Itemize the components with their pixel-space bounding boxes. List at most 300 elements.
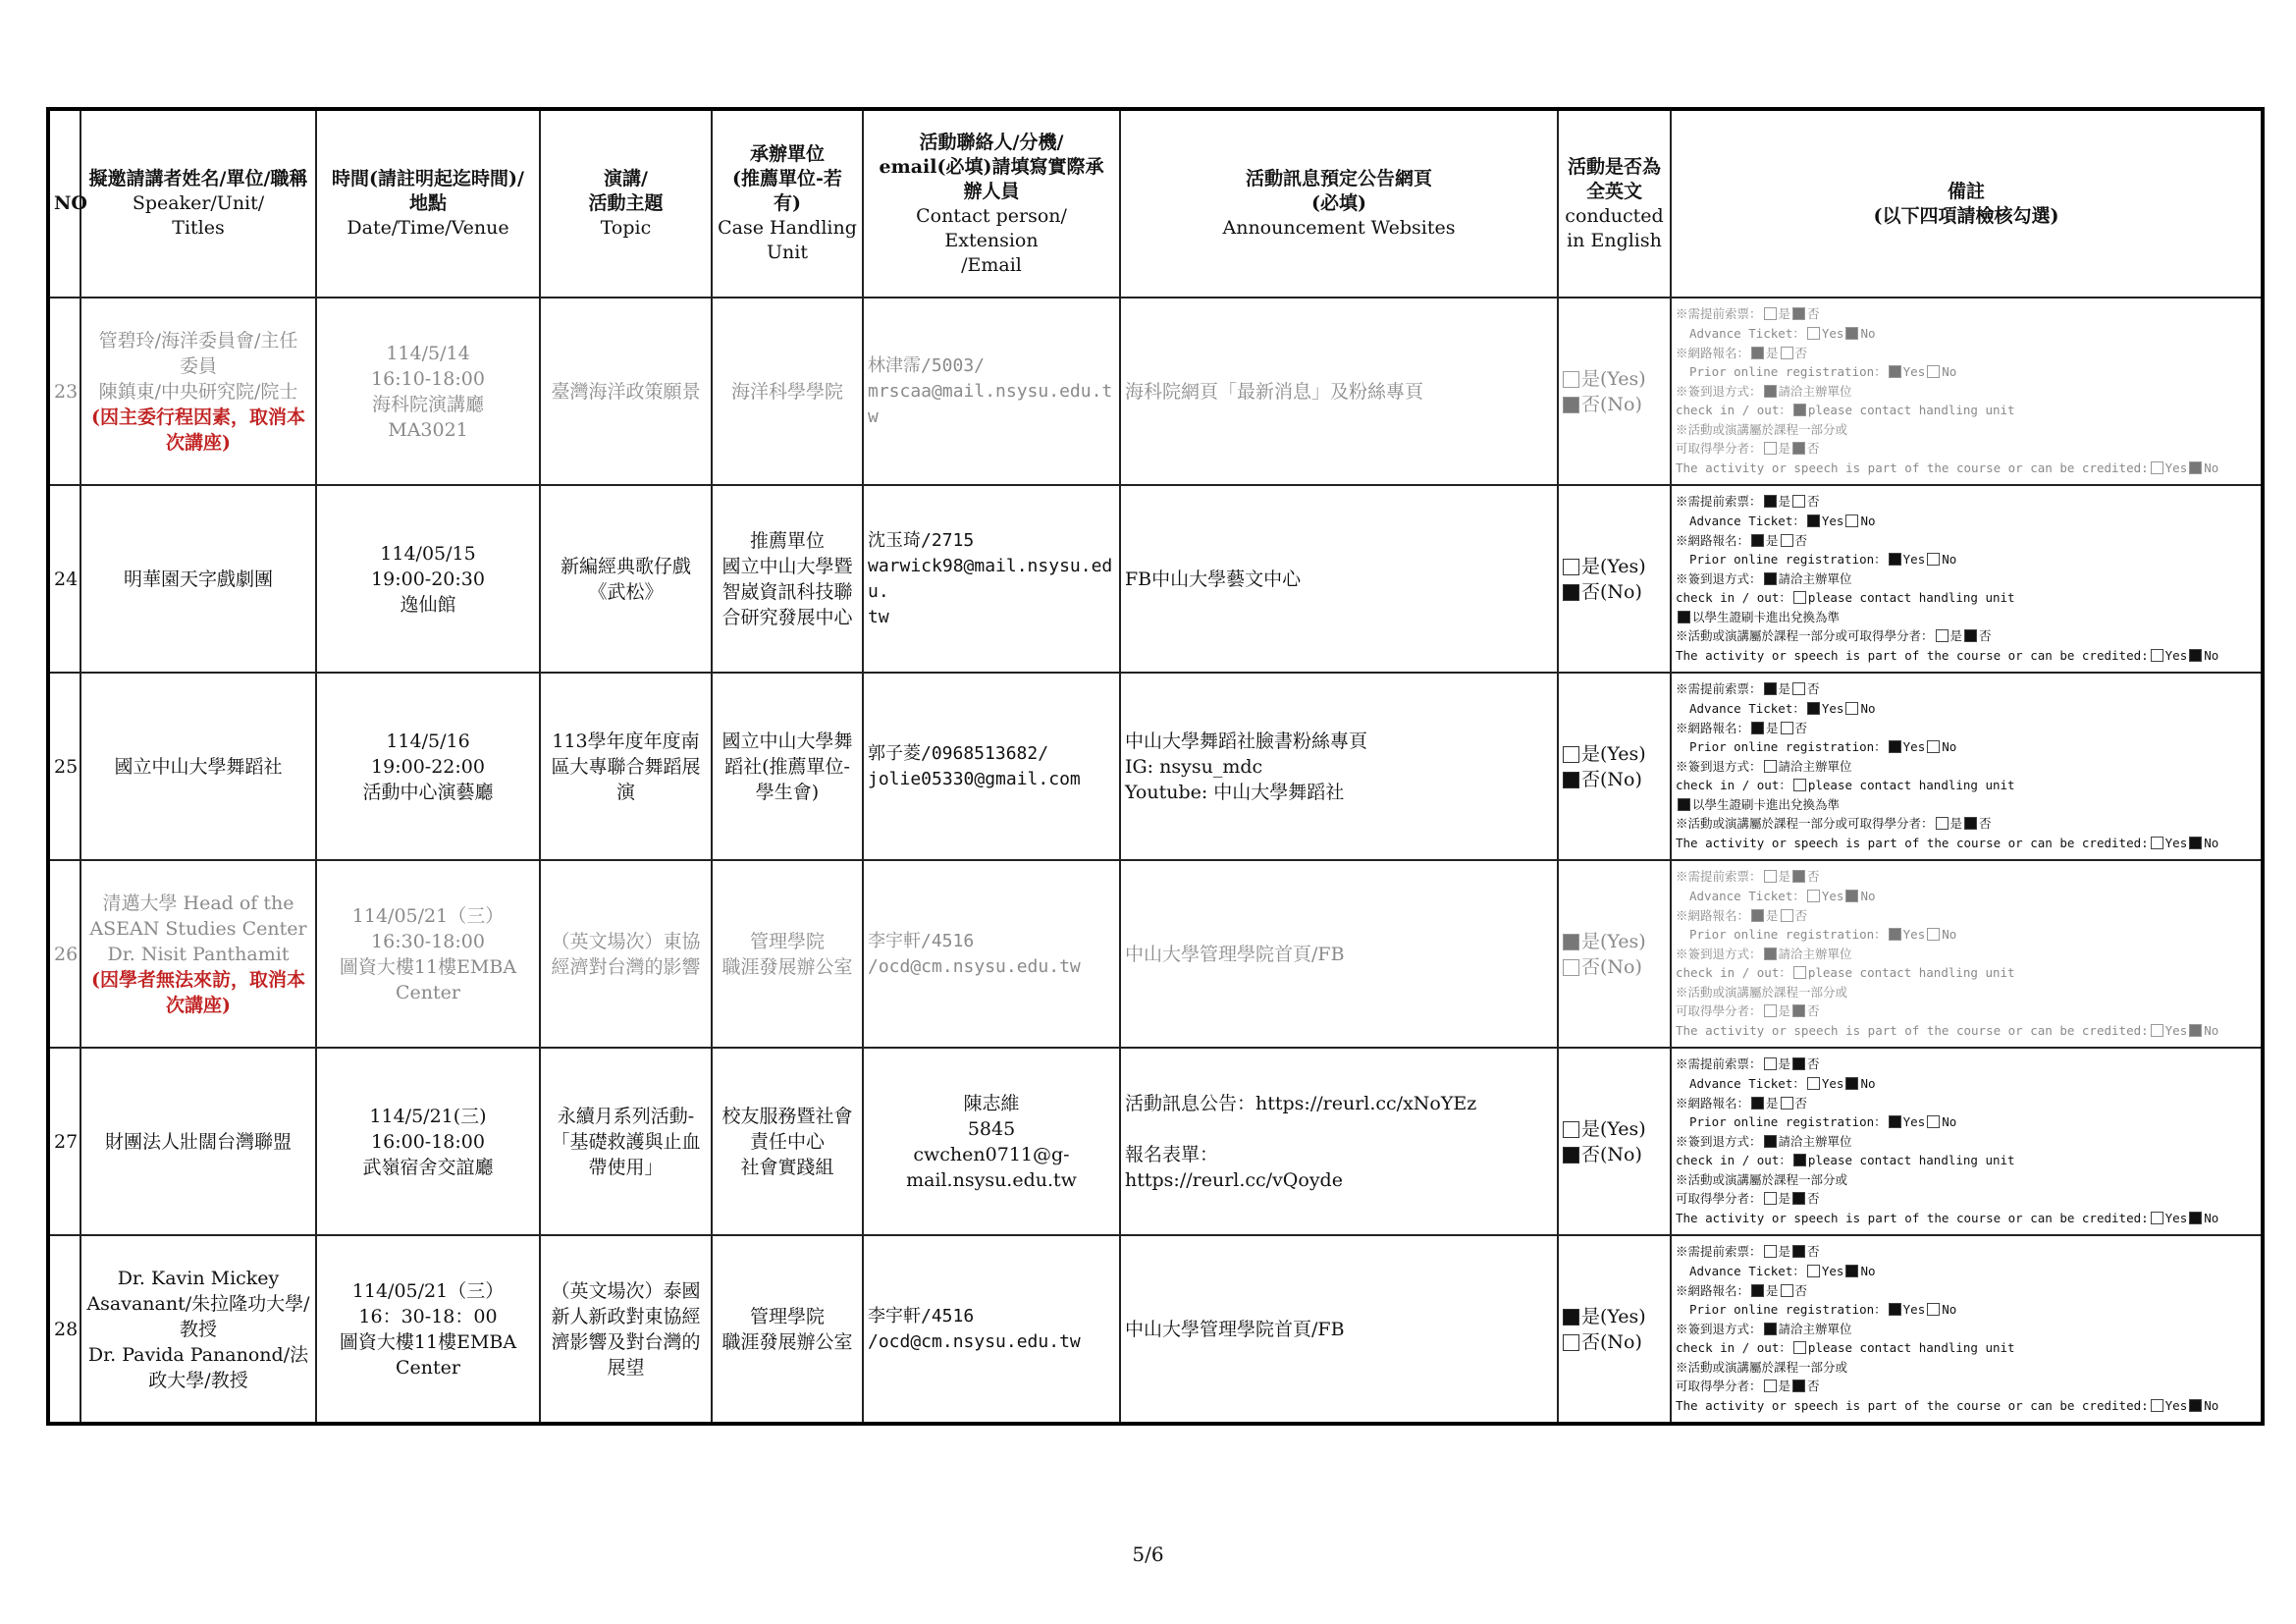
english-no-checkbox[interactable] (1563, 397, 1579, 413)
english-yes-checkbox[interactable] (1563, 1309, 1579, 1326)
note-checkbox[interactable] (1792, 1192, 1805, 1205)
unit-line: 學生會) (755, 781, 820, 803)
contact-line: 5845 (967, 1117, 1016, 1140)
unit-line: 海洋科學學院 (730, 380, 843, 403)
note-line (1676, 439, 2257, 459)
note-option-label: 是 (1949, 628, 1963, 644)
english-yes-checkbox[interactable] (1563, 934, 1579, 950)
topic-line: 新人新政對東協經 (551, 1305, 701, 1327)
note-checkbox[interactable] (1764, 1245, 1777, 1258)
note-line (1676, 1396, 2257, 1416)
note-checkbox[interactable] (1792, 682, 1805, 695)
note-checkbox[interactable] (2151, 1024, 2163, 1037)
row-number: 25 (48, 673, 80, 860)
contact-line: warwick98@mail.nsysu.edu. (868, 555, 1113, 602)
note-checkbox[interactable] (1927, 365, 1940, 378)
note-checkbox[interactable] (1845, 327, 1858, 340)
note-checkbox[interactable] (1751, 909, 1764, 922)
note-option-label: No (1860, 513, 1876, 528)
note-line (1676, 1132, 2257, 1152)
note-checkbox[interactable] (1936, 629, 1949, 642)
note-line (1676, 867, 2257, 887)
date-cell (316, 1048, 540, 1235)
note-cell (1671, 1235, 2263, 1424)
web-cell (1120, 298, 1558, 485)
topic-cell (540, 298, 712, 485)
table-row (48, 673, 2263, 860)
note-option-label: 是 (1778, 1379, 1791, 1394)
note-checkbox[interactable] (1889, 553, 1901, 566)
note-checkbox[interactable] (1845, 702, 1858, 715)
note-checkbox[interactable] (1751, 1097, 1764, 1110)
note-checkbox[interactable] (2189, 837, 2202, 849)
date-line: 114/05/21（三） (351, 904, 505, 927)
note-checkbox[interactable] (1764, 1057, 1777, 1070)
note-checkbox[interactable] (1793, 591, 1806, 604)
topic-cell (540, 673, 712, 860)
note-checkbox[interactable] (1964, 817, 1977, 830)
note-line (1676, 906, 2257, 926)
note-option-label: 否 (1794, 720, 1808, 735)
english-no-checkbox[interactable] (1563, 1147, 1579, 1164)
topic-line: 《武松》 (588, 580, 664, 603)
date-cell (316, 673, 540, 860)
note-option-label: 是 (1778, 1003, 1791, 1019)
note-line (1676, 588, 2257, 608)
note-checkbox[interactable] (1751, 722, 1764, 734)
note-checkbox[interactable] (2151, 461, 2163, 474)
note-text: ※需提前索票： (1676, 681, 1762, 697)
note-checkbox[interactable] (1751, 347, 1764, 359)
note-option-label: No (1860, 325, 1876, 341)
note-checkbox[interactable] (2189, 461, 2202, 474)
note-checkbox[interactable] (2189, 1212, 2202, 1224)
note-checkbox[interactable] (1781, 1284, 1793, 1297)
speaker-cell (80, 1048, 316, 1235)
note-option-label: No (1942, 552, 1957, 568)
unit-line: 國立中山大學舞 (721, 730, 853, 752)
note-option-label: Yes (1821, 325, 1844, 341)
note-text: Prior online registration： (1689, 1114, 1887, 1130)
note-checkbox[interactable] (1964, 629, 1977, 642)
note-line (1676, 1021, 2257, 1041)
web-cell (1120, 860, 1558, 1048)
note-text: Prior online registration： (1689, 739, 1887, 755)
note-checkbox[interactable] (1807, 514, 1820, 527)
note-checkbox[interactable] (1764, 442, 1777, 455)
contact-line: mail.nsysu.edu.tw (906, 1168, 1077, 1191)
note-checkbox[interactable] (1764, 1004, 1777, 1017)
english-no-checkbox[interactable] (1563, 959, 1579, 976)
note-option-label: 否 (1807, 1191, 1820, 1207)
note-checkbox[interactable] (1927, 553, 1940, 566)
note-checkbox[interactable] (2151, 649, 2163, 662)
unit-cell (712, 860, 863, 1048)
note-checkbox[interactable] (1792, 1004, 1805, 1017)
note-line (1676, 608, 2257, 627)
date-line: 16:30-18:00 (371, 930, 485, 952)
note-text: Advance Ticket： (1689, 888, 1805, 903)
note-line (1676, 1320, 2257, 1339)
speaker-line: 政大學/教授 (148, 1369, 248, 1391)
page-number: 5/6 (1132, 1543, 1164, 1566)
note-option-label: Yes (1902, 1114, 1926, 1130)
contact-line: mrscaa@mail.nsysu.edu.tw (868, 380, 1113, 427)
note-option-label: please contact handling unit (1807, 403, 2015, 418)
note-text: ※簽到退方式： (1676, 1133, 1762, 1149)
header-unit: 承辦單位 (推薦單位-若 有) Case Handling Unit (712, 109, 863, 298)
note-text: Advance Ticket： (1689, 1263, 1805, 1278)
english-no-checkbox[interactable] (1563, 1334, 1579, 1351)
note-text: Advance Ticket： (1689, 513, 1805, 528)
note-checkbox[interactable] (1793, 966, 1806, 979)
note-option-label: 以學生證刷卡進出兌換為準 (1692, 796, 1841, 812)
note-checkbox[interactable] (1781, 909, 1793, 922)
note-checkbox[interactable] (1889, 1115, 1901, 1128)
note-checkbox[interactable] (1764, 947, 1777, 960)
note-line (1676, 1377, 2257, 1396)
table-row (48, 1048, 2263, 1235)
speaker-line: 管碧玲/海洋委員會/主任 (98, 329, 298, 352)
note-option-label: 否 (1794, 532, 1808, 548)
topic-cell (540, 860, 712, 1048)
note-option-label: 否 (1979, 628, 1992, 644)
note-line (1676, 983, 2257, 1002)
note-checkbox[interactable] (1845, 1265, 1858, 1277)
note-option-label: Yes (2164, 648, 2188, 664)
table-row (48, 1235, 2263, 1424)
note-checkbox[interactable] (1751, 1284, 1764, 1297)
note-text: 可取得學分者： (1676, 441, 1762, 457)
web-line: https://reurl.cc/vQoyde (1125, 1168, 1343, 1191)
note-line (1676, 1112, 2257, 1132)
note-checkbox[interactable] (1927, 1303, 1940, 1316)
note-checkbox[interactable] (1781, 534, 1793, 547)
note-checkbox[interactable] (1764, 870, 1777, 883)
unit-cell (712, 298, 863, 485)
header-no: NO (48, 109, 80, 298)
note-option-label: 以學生證刷卡進出兌換為準 (1692, 609, 1841, 624)
note-text: ※網路報名： (1676, 907, 1750, 923)
note-checkbox[interactable] (1927, 740, 1940, 753)
date-line: 16:10-18:00 (371, 367, 485, 390)
note-option-label: please contact handling unit (1807, 778, 2015, 793)
note-text: The activity or speech is part of the course or can be credited: (1676, 1023, 2149, 1039)
note-checkbox[interactable] (1764, 682, 1777, 695)
note-option-label: 是 (1766, 907, 1779, 923)
note-line (1676, 1358, 2257, 1378)
topic-line: 展望 (607, 1356, 645, 1379)
unit-cell (712, 1235, 863, 1424)
english-cell (1558, 298, 1671, 485)
note-option-label: Yes (2164, 1398, 2188, 1414)
note-checkbox[interactable] (1927, 1115, 1940, 1128)
note-option-label: 請洽主辦單位 (1778, 758, 1852, 774)
note-option-label: 是 (1778, 1191, 1791, 1207)
header-english: 活動是否為 全英文 conducted in English (1558, 109, 1671, 298)
contact-cell (863, 298, 1120, 485)
note-checkbox[interactable] (1845, 890, 1858, 902)
english-yes-checkbox[interactable] (1563, 371, 1579, 388)
english-yes-checkbox[interactable] (1563, 746, 1579, 763)
english-no-checkbox[interactable] (1563, 772, 1579, 788)
english-no-label: 否(No) (1581, 955, 1642, 978)
note-checkbox[interactable] (1793, 1341, 1806, 1354)
note-option-label: 否 (1794, 1282, 1808, 1298)
note-checkbox[interactable] (1764, 1323, 1777, 1335)
note-text: The activity or speech is part of the course or can be credited: (1676, 836, 2149, 851)
speaker-cell (80, 298, 316, 485)
note-checkbox[interactable] (1889, 928, 1901, 941)
row-number: 28 (48, 1235, 80, 1424)
note-line (1676, 1074, 2257, 1094)
note-checkbox[interactable] (1764, 385, 1777, 398)
note-line (1676, 531, 2257, 551)
note-line (1676, 719, 2257, 738)
note-option-label: No (2204, 836, 2219, 851)
web-cell (1120, 1235, 1558, 1424)
note-checkbox[interactable] (1781, 347, 1793, 359)
contact-line: jolie05330@gmail.com (868, 768, 1081, 789)
note-option-label: 是 (1949, 816, 1963, 832)
note-checkbox[interactable] (1793, 404, 1806, 416)
note-checkbox[interactable] (1807, 1265, 1820, 1277)
contact-line: 郭子菱/0968513682/ (868, 742, 1049, 764)
note-checkbox[interactable] (1781, 722, 1793, 734)
note-checkbox[interactable] (1792, 870, 1805, 883)
topic-line: 演 (615, 781, 635, 803)
note-option-label: 是 (1766, 532, 1779, 548)
web-cell (1120, 485, 1558, 673)
note-checkbox[interactable] (1792, 307, 1805, 320)
note-checkbox[interactable] (1845, 514, 1858, 527)
note-line (1676, 304, 2257, 324)
web-line: FB中山大學藝文中心 (1125, 568, 1302, 590)
web-line: IG: nsysu_mdc (1125, 755, 1263, 778)
note-option-label: Yes (1902, 927, 1926, 943)
note-checkbox[interactable] (1764, 572, 1777, 585)
note-option-label: 是 (1778, 494, 1791, 510)
cancel-note: (因主委行程因素，取消本次講座) (91, 406, 305, 454)
english-cell (1558, 1048, 1671, 1235)
note-line (1676, 550, 2257, 569)
note-option-label: No (1942, 1302, 1957, 1318)
note-checkbox[interactable] (1781, 1097, 1793, 1110)
note-checkbox[interactable] (1889, 740, 1901, 753)
note-checkbox[interactable] (1793, 1154, 1806, 1166)
header-date: 時間(請註明起迄時間)/ 地點 Date/Time/Venue (316, 109, 540, 298)
note-line (1676, 1242, 2257, 1262)
english-no-label: 否(No) (1581, 768, 1642, 790)
contact-line: 陳志維 (963, 1092, 1020, 1114)
note-option-label: No (1942, 739, 1957, 755)
english-no-label: 否(No) (1581, 1143, 1642, 1165)
note-text: Prior online registration： (1689, 927, 1887, 943)
note-checkbox[interactable] (1807, 890, 1820, 902)
date-line: 114/5/14 (386, 342, 470, 364)
note-checkbox[interactable] (1764, 1192, 1777, 1205)
topic-line: 新編經典歌仔戲 (560, 555, 691, 577)
note-text: ※需提前索票： (1676, 1244, 1762, 1260)
english-yes-checkbox[interactable] (1563, 559, 1579, 575)
note-line (1676, 646, 2257, 666)
english-cell (1558, 485, 1671, 673)
topic-cell (540, 485, 712, 673)
note-option-label: Yes (2164, 836, 2188, 851)
note-checkbox[interactable] (1807, 702, 1820, 715)
note-checkbox[interactable] (1764, 307, 1777, 320)
note-text: ※網路報名： (1676, 1095, 1750, 1110)
note-option-label: Yes (1821, 513, 1844, 528)
english-yes-label: 是(Yes) (1581, 742, 1646, 765)
header-row (48, 109, 2263, 298)
note-checkbox[interactable] (1678, 611, 1690, 623)
note-option-label: 請洽主辦單位 (1778, 1133, 1852, 1149)
web-line: 海科院網頁「最新消息」及粉絲專頁 (1125, 380, 1424, 403)
note-checkbox[interactable] (1751, 534, 1764, 547)
note-option-label: please contact handling unit (1807, 1153, 2015, 1168)
table-row (48, 485, 2263, 673)
note-option-label: Yes (1902, 552, 1926, 568)
unit-cell (712, 485, 863, 673)
note-option-label: No (2204, 1023, 2219, 1039)
note-option-label: 否 (1807, 1379, 1820, 1394)
english-no-checkbox[interactable] (1563, 584, 1579, 601)
note-line (1676, 1170, 2257, 1190)
note-checkbox[interactable] (1792, 442, 1805, 455)
note-checkbox[interactable] (2151, 837, 2163, 849)
note-checkbox[interactable] (1764, 495, 1777, 508)
english-yes-checkbox[interactable] (1563, 1121, 1579, 1138)
date-line: 114/05/21（三） (351, 1279, 505, 1302)
note-checkbox[interactable] (1792, 1057, 1805, 1070)
note-line (1676, 324, 2257, 344)
contact-cell (863, 1235, 1120, 1424)
contact-line: /ocd@cm.nsysu.edu.tw (868, 1330, 1081, 1352)
note-checkbox[interactable] (1889, 365, 1901, 378)
note-text: ※需提前索票： (1676, 306, 1762, 322)
note-text: ※網路報名： (1676, 720, 1750, 735)
topic-line: 濟影響及對台灣的 (551, 1330, 701, 1353)
note-text: check in / out： (1676, 1153, 1791, 1168)
note-text: check in / out： (1676, 590, 1791, 606)
note-text: ※網路報名： (1676, 532, 1750, 548)
note-option-label: No (2204, 1398, 2219, 1414)
note-checkbox[interactable] (1764, 1135, 1777, 1148)
header-speaker: 擬邀請講者姓名/單位/職稱 Speaker/Unit/ Titles (80, 109, 316, 298)
date-line: 活動中心演藝廳 (362, 781, 494, 803)
note-line (1676, 1338, 2257, 1358)
note-option-label: No (2204, 1211, 2219, 1226)
unit-line: 社會實踐組 (740, 1156, 834, 1178)
note-text: check in / out： (1676, 403, 1791, 418)
note-checkbox[interactable] (1678, 798, 1690, 811)
note-text: The activity or speech is part of the course or can be credited: (1676, 460, 2149, 476)
note-option-label: No (1860, 1075, 1876, 1091)
note-checkbox[interactable] (1792, 1245, 1805, 1258)
note-line (1676, 945, 2257, 964)
date-line: 19:00-20:30 (371, 568, 485, 590)
note-checkbox[interactable] (1927, 928, 1940, 941)
note-line (1676, 1300, 2257, 1320)
note-checkbox[interactable] (2151, 1399, 2163, 1412)
note-checkbox[interactable] (2189, 649, 2202, 662)
note-text: check in / out： (1676, 778, 1791, 793)
note-checkbox[interactable] (2151, 1212, 2163, 1224)
note-line (1676, 382, 2257, 402)
english-cell (1558, 860, 1671, 1048)
speaker-line: Dr. Nisit Panthamit (107, 943, 290, 965)
contact-line: 林津霈/5003/ (868, 354, 986, 376)
note-cell (1671, 860, 2263, 1048)
topic-cell (540, 1048, 712, 1235)
note-checkbox[interactable] (1807, 1077, 1820, 1090)
table-row (48, 298, 2263, 485)
note-checkbox[interactable] (1807, 327, 1820, 340)
speaker-line: 明華園天字戲劇團 (123, 568, 273, 590)
note-line (1676, 795, 2257, 815)
note-checkbox[interactable] (2189, 1399, 2202, 1412)
note-line (1676, 459, 2257, 478)
english-cell (1558, 673, 1671, 860)
english-yes-label: 是(Yes) (1581, 1305, 1646, 1327)
note-checkbox[interactable] (1936, 817, 1949, 830)
contact-cell (863, 485, 1120, 673)
note-text: 可取得學分者： (1676, 1191, 1762, 1207)
note-text: ※活動或演講屬於課程一部分或 (1676, 421, 1848, 437)
note-checkbox[interactable] (1889, 1303, 1901, 1316)
note-option-label: Yes (1821, 700, 1844, 716)
web-line: 中山大學管理學院首頁/FB (1125, 943, 1345, 965)
note-option-label: No (2204, 460, 2219, 476)
topic-line: 經濟對台灣的影響 (551, 955, 701, 978)
note-checkbox[interactable] (1793, 779, 1806, 791)
note-checkbox[interactable] (1764, 1380, 1777, 1392)
note-line (1676, 344, 2257, 363)
note-text: 可取得學分者： (1676, 1379, 1762, 1394)
note-option-label: No (1860, 700, 1876, 716)
note-line (1676, 834, 2257, 853)
contact-line: cwchen0711@g- (913, 1143, 1070, 1165)
note-line (1676, 925, 2257, 945)
note-option-label: 否 (1807, 1056, 1820, 1072)
topic-line: 區大專聯合舞蹈展 (551, 755, 701, 778)
note-line (1676, 757, 2257, 777)
note-option-label: 是 (1778, 1056, 1791, 1072)
note-text: ※活動或演講屬於課程一部分或 (1676, 984, 1848, 1000)
note-checkbox[interactable] (1792, 1380, 1805, 1392)
web-cell (1120, 673, 1558, 860)
unit-line: 職涯發展辦公室 (721, 955, 853, 978)
note-text: ※網路報名： (1676, 345, 1750, 360)
note-checkbox[interactable] (1792, 495, 1805, 508)
note-option-label: Yes (1902, 364, 1926, 380)
note-line (1676, 776, 2257, 795)
note-line (1676, 1055, 2257, 1074)
note-line (1676, 699, 2257, 719)
speaker-line: 財團法人壯闊台灣聯盟 (104, 1130, 292, 1153)
note-option-label: Yes (1902, 739, 1926, 755)
speaker-line: ASEAN Studies Center (89, 917, 307, 940)
date-line: 114/5/16 (386, 730, 470, 752)
contact-line: 李宇軒/4516 (868, 930, 975, 951)
note-checkbox[interactable] (1845, 1077, 1858, 1090)
date-line: Center (396, 981, 460, 1003)
note-checkbox[interactable] (2189, 1024, 2202, 1037)
speaker-line: 國立中山大學舞蹈社 (114, 755, 283, 778)
note-checkbox[interactable] (1764, 760, 1777, 773)
note-option-label: 是 (1778, 441, 1791, 457)
